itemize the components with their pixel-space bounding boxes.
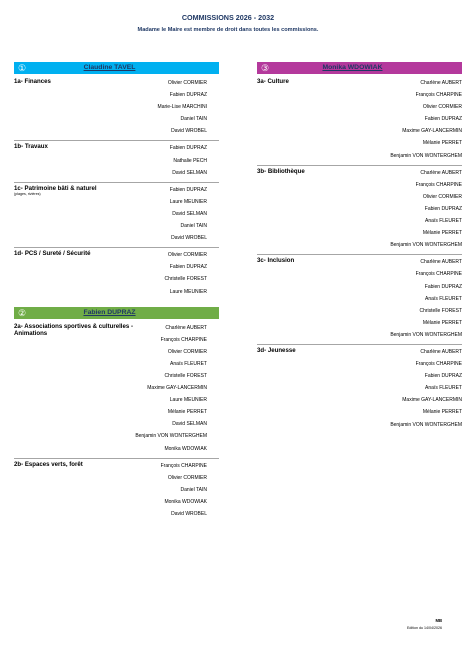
commission-label (14, 78, 134, 85)
member-name: Olivier CORMIER (422, 193, 462, 200)
member-name: Benjamin VON WONTERGHEM (135, 433, 207, 440)
commission-block (14, 76, 219, 141)
commission-title: 3c- Inclusion (257, 257, 295, 265)
right-column (257, 62, 462, 434)
member-name: Marie-Lise MARCHINI (157, 104, 207, 111)
member-name: Monika WDOWIAK (164, 498, 207, 505)
member-name: Olivier CORMIER (167, 252, 207, 259)
commission-label (257, 78, 377, 85)
page-title: COMMISSIONS 2026 - 2032 (181, 13, 275, 22)
member-name: François CHARPINE (415, 92, 462, 99)
member-name: Christelle FOREST (164, 276, 207, 283)
member-name: Maxime GAY-LANCERMIN (402, 128, 462, 135)
member-name: Maxime GAY-LANCERMIN (147, 385, 207, 392)
member-name: Olivier CORMIER (167, 80, 207, 86)
group-leader: Claudine TAVEL (83, 64, 136, 71)
commission-label (257, 347, 377, 354)
commission-title: 1a- Finances (14, 78, 51, 85)
edition-date: Edition du 14/04/2026 (407, 626, 442, 630)
member-name: Daniel TAIN (180, 116, 207, 123)
commission-label (257, 168, 377, 175)
commission-label (14, 143, 134, 150)
member-name: François CHARPINE (415, 181, 462, 188)
member-name: Charlène AUBERT (420, 169, 462, 176)
member-name: Fabien DUPRAZ (169, 264, 207, 271)
member-name: Fabien DUPRAZ (169, 92, 207, 99)
member-name: François CHARPINE (160, 462, 207, 469)
member-list (109, 460, 219, 520)
member-name: François CHARPINE (415, 271, 462, 278)
member-list (109, 322, 219, 455)
group-header (14, 62, 219, 74)
commission-group (14, 62, 219, 301)
member-name: Fabien DUPRAZ (424, 116, 462, 123)
commission-title: 1b- Travaux (14, 143, 48, 151)
member-name: Benjamin VON WONTERGHEM (390, 421, 462, 428)
commission-block (14, 183, 219, 248)
group-header (14, 307, 219, 319)
member-name: Mélanie PERRET (422, 230, 462, 237)
member-name: Olivier CORMIER (422, 104, 462, 111)
member-name: Mélanie PERRET (422, 409, 462, 416)
member-name: Olivier CORMIER (167, 348, 207, 355)
member-name: Christelle FOREST (164, 372, 207, 379)
group-number: ② (17, 307, 27, 318)
group-leader: Fabien DUPRAZ (83, 308, 136, 316)
member-list (352, 256, 462, 341)
member-list (109, 77, 219, 137)
member-name: Christelle FOREST (419, 307, 462, 314)
member-list (352, 167, 462, 252)
member-name: David SELMAN (172, 169, 207, 176)
member-name: Anaïs FLEURET (170, 360, 207, 367)
commission-block (14, 321, 219, 459)
member-name: Mélanie PERRET (422, 319, 462, 326)
commission-title: 3b- Bibliothèque (257, 167, 305, 175)
page-number: MB (435, 618, 442, 623)
commission-block (257, 166, 462, 256)
member-list (352, 346, 462, 431)
member-name: David WROBEL (171, 128, 207, 135)
member-name: Mélanie PERRET (167, 409, 207, 416)
member-name: Daniel TAIN (180, 486, 207, 493)
member-name: Anaïs FLEURET (425, 295, 462, 302)
group-leader: Monika WDOWIAK (322, 64, 383, 71)
commission-label (14, 185, 134, 197)
member-name: Anaïs FLEURET (425, 218, 462, 225)
member-name: Maxime GAY-LANCERMIN (402, 397, 462, 404)
left-column (14, 62, 219, 523)
commission-block (14, 248, 219, 300)
member-name: Fabien DUPRAZ (424, 283, 462, 290)
member-name: Monika WDOWIAK (164, 445, 207, 452)
member-name: Nathalie PECH (173, 157, 207, 164)
member-name: David WROBEL (171, 235, 207, 242)
commission-block (14, 141, 219, 182)
member-name: Benjamin VON WONTERGHEM (390, 152, 462, 159)
commission-group (257, 62, 462, 434)
member-name: François CHARPINE (160, 336, 207, 343)
commission-block (257, 76, 462, 166)
member-name: Daniel TAIN (180, 223, 207, 230)
commission-block (257, 255, 462, 345)
member-name: Laure MEUNIER (169, 198, 207, 205)
group-header (257, 62, 462, 74)
commission-title: 3d- Jeunesse (257, 346, 296, 354)
member-name: Fabien DUPRAZ (424, 205, 462, 212)
commission-label (14, 323, 134, 338)
commission-title: 2b- Espaces verts, forêt (14, 460, 83, 468)
member-name: Charlène AUBERT (420, 348, 462, 355)
member-name: Charlène AUBERT (165, 324, 207, 331)
commission-title: 3a- Culture (257, 78, 289, 85)
member-name: David SELMAN (172, 421, 207, 428)
commission-title: 1d- PCS / Sureté / Sécurité (14, 250, 91, 258)
member-name: David WROBEL (171, 511, 207, 517)
group-number: ③ (260, 63, 270, 73)
member-name: François CHARPINE (415, 361, 462, 368)
commission-label (14, 461, 134, 468)
commission-block (257, 345, 462, 434)
commission-block (14, 459, 219, 523)
member-name: Laure MEUNIER (169, 288, 207, 295)
member-name: Anaïs FLEURET (425, 385, 462, 392)
commission-sublabel: (plages, rivières) (14, 192, 41, 197)
commission-label (257, 257, 377, 264)
commission-label (14, 250, 134, 257)
commission-title: 2a- Associations sportives & culturelles - Animations (14, 322, 133, 337)
member-list (352, 77, 462, 162)
member-name: Olivier CORMIER (167, 474, 207, 481)
commission-title: 1c- Patrimoine bâti & naturel (14, 184, 97, 192)
commission-group (14, 307, 219, 524)
group-number: ① (17, 63, 27, 73)
page-subtitle: Madame le Maire est membre de droit dans toutes les commissions. (137, 27, 319, 33)
member-name: Mélanie PERRET (422, 140, 462, 147)
member-name: David SELMAN (172, 210, 207, 217)
member-name: Fabien DUPRAZ (169, 186, 207, 193)
member-name: Laure MEUNIER (169, 397, 207, 404)
member-name: Fabien DUPRAZ (169, 145, 207, 152)
member-name: Charlène AUBERT (420, 259, 462, 266)
member-name: Fabien DUPRAZ (424, 373, 462, 380)
member-name: Benjamin VON WONTERGHEM (390, 331, 462, 338)
member-name: Benjamin VON WONTERGHEM (390, 242, 462, 249)
member-name: Charlène AUBERT (420, 80, 462, 86)
